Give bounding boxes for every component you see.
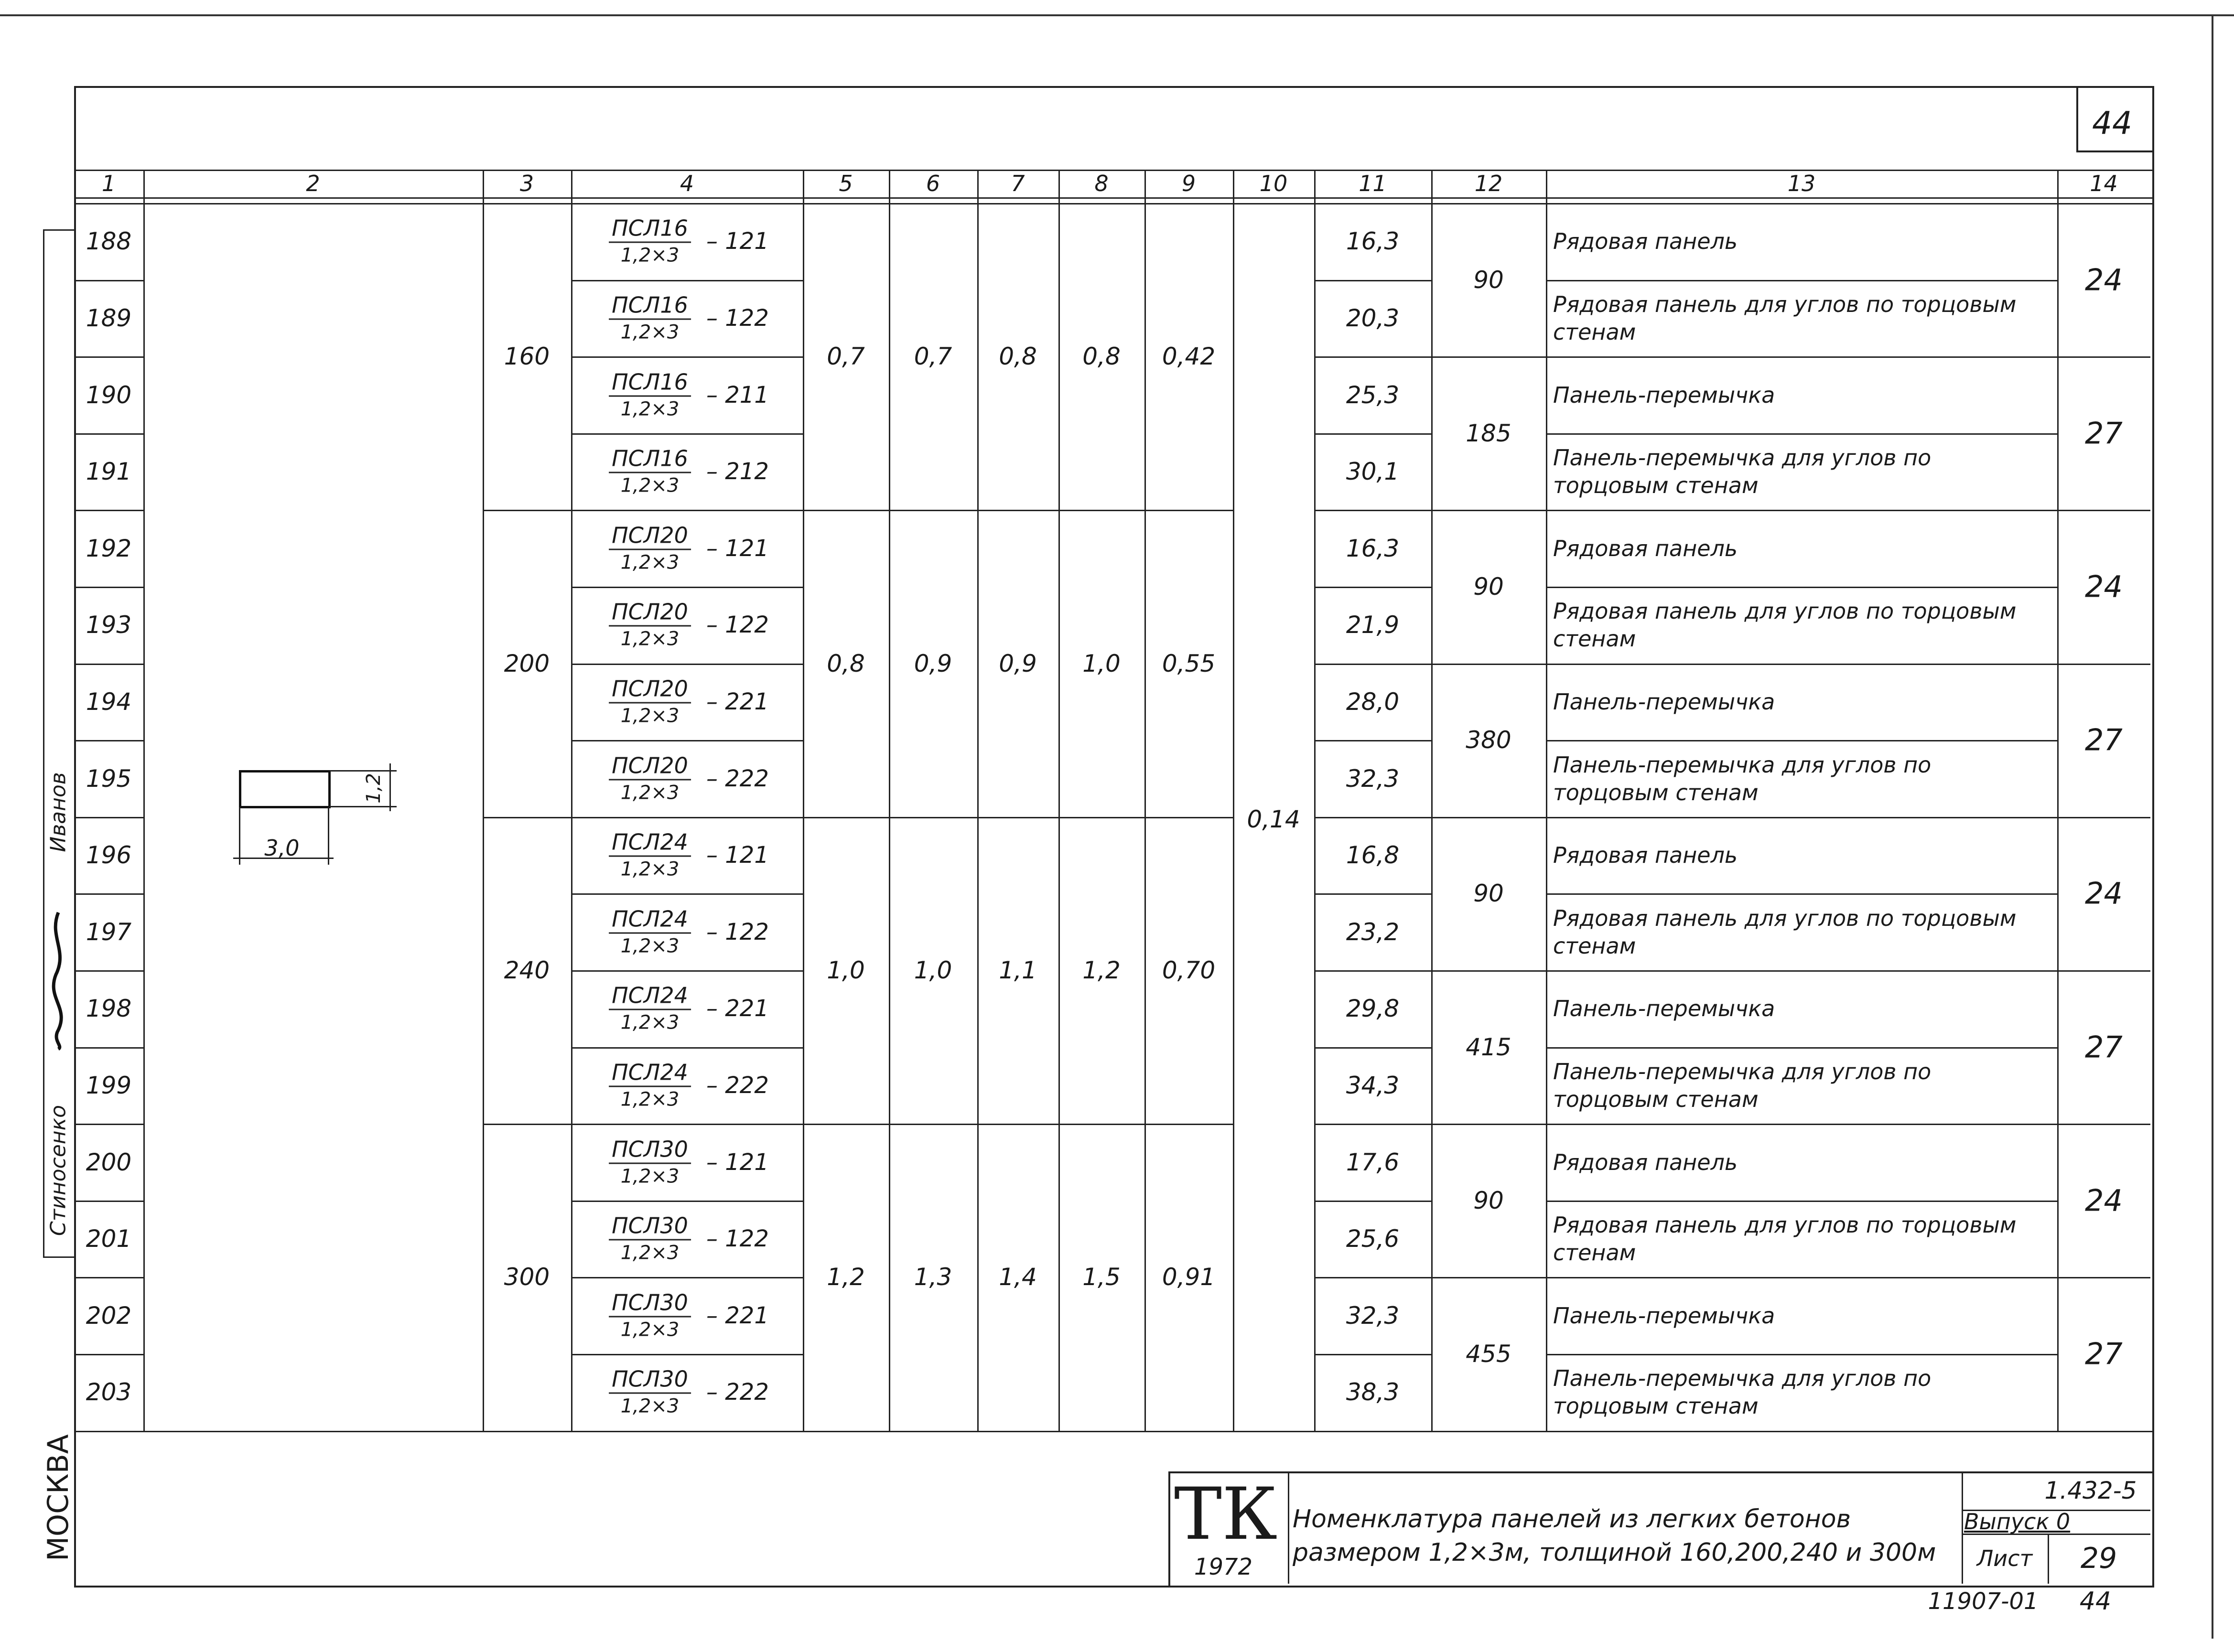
header-bottom-line-2 bbox=[74, 203, 2153, 204]
row-divider bbox=[74, 510, 143, 511]
column-divider bbox=[143, 170, 145, 1431]
panel-mark bbox=[609, 752, 691, 805]
row-divider bbox=[1546, 1354, 2057, 1355]
panel-mark-size: 1,2×3 bbox=[620, 321, 680, 343]
panel-mark-size: 1,2×3 bbox=[620, 935, 680, 957]
column-divider bbox=[1314, 170, 1316, 1431]
header-bottom-line bbox=[74, 197, 2153, 199]
col14-value: 27 bbox=[2085, 416, 2123, 451]
row-divider bbox=[571, 1354, 803, 1355]
thickness-value: 240 bbox=[504, 956, 550, 984]
row-divider bbox=[571, 817, 803, 818]
row-divider bbox=[1314, 740, 1431, 741]
panel-mark-suffix: – 222 bbox=[706, 1072, 769, 1099]
column-header-number: 13 bbox=[1787, 171, 1816, 196]
row-divider bbox=[571, 356, 803, 358]
col11-value: 20,3 bbox=[1346, 304, 1400, 332]
group-divider bbox=[483, 1124, 571, 1125]
row-divider bbox=[74, 356, 143, 358]
group-value-c5: 0,7 bbox=[827, 343, 865, 371]
panel-mark-suffix: – 222 bbox=[706, 1379, 769, 1406]
tk-year: 1972 bbox=[1194, 1554, 1253, 1580]
row-divider bbox=[1546, 510, 2057, 511]
group-value-c5: 1,0 bbox=[827, 956, 865, 984]
row-divider bbox=[1546, 893, 2057, 895]
table-bottom-line bbox=[74, 1431, 2153, 1432]
column-header-number: 7 bbox=[1011, 171, 1025, 196]
col11-value: 34,3 bbox=[1346, 1071, 1400, 1099]
row-divider bbox=[74, 740, 143, 741]
panel-mark-suffix: – 121 bbox=[706, 535, 769, 562]
panel-mark-size: 1,2×3 bbox=[620, 551, 680, 574]
col13-description: Панель-перемычка для углов по торцовым стенам bbox=[1553, 751, 1932, 805]
row-number: 198 bbox=[86, 995, 132, 1023]
panel-mark-size: 1,2×3 bbox=[620, 1319, 680, 1341]
group-value-c6: 1,3 bbox=[914, 1263, 952, 1291]
panel-mark-size: 1,2×3 bbox=[620, 1242, 680, 1264]
column-header-number: 9 bbox=[1181, 171, 1196, 196]
row-divider bbox=[1314, 893, 1431, 895]
pair-divider bbox=[2057, 356, 2150, 358]
side-stamp-name1: Стиносенко bbox=[46, 1105, 71, 1236]
panel-mark bbox=[609, 1136, 691, 1189]
row-divider bbox=[1546, 740, 2057, 741]
col13-description: Панель-перемычка bbox=[1553, 382, 1775, 408]
column-header-number: 3 bbox=[519, 171, 534, 196]
column-divider bbox=[483, 170, 484, 1431]
column-divider bbox=[1058, 170, 1060, 1431]
title-block-logo-divider bbox=[1288, 1471, 1289, 1584]
row-divider bbox=[571, 280, 803, 281]
row-divider bbox=[1314, 970, 1431, 972]
row-divider bbox=[74, 893, 143, 895]
col12-value: 415 bbox=[1466, 1033, 1511, 1061]
height-dim-ext-bottom bbox=[330, 806, 397, 807]
height-dim-label: 1,2 bbox=[363, 773, 385, 804]
col11-value: 16,3 bbox=[1346, 227, 1400, 256]
row-divider bbox=[1314, 664, 1431, 665]
panel-mark bbox=[609, 368, 691, 421]
title-line-1: Номенклатура панелей из легких бетонов bbox=[1293, 1505, 1851, 1534]
col10-value: 0,14 bbox=[1247, 805, 1300, 833]
col11-value: 28,0 bbox=[1346, 687, 1400, 716]
col14-value: 24 bbox=[2085, 1183, 2123, 1218]
corner-sheet-number: 44 bbox=[2092, 105, 2132, 142]
side-strip-bottom bbox=[43, 1256, 74, 1258]
panel-mark-name: ПСЛ24 bbox=[609, 905, 691, 933]
col13-description: Рядовая панель для углов по торцовым стенам bbox=[1553, 598, 2017, 652]
title-block-right-divider bbox=[1962, 1471, 1963, 1584]
panel-mark-suffix: – 121 bbox=[706, 842, 769, 869]
col13-description: Рядовая панель bbox=[1553, 228, 1738, 255]
col13-description: Панель-перемычка для углов по торцовым стенам bbox=[1553, 1058, 1932, 1112]
column-header-number: 14 bbox=[2090, 171, 2118, 196]
row-divider bbox=[74, 433, 143, 435]
col11-value: 32,3 bbox=[1346, 764, 1400, 793]
group-value-c9: 0,70 bbox=[1162, 956, 1216, 984]
row-divider bbox=[74, 1354, 143, 1355]
side-strip-line bbox=[43, 229, 44, 1256]
row-divider bbox=[1546, 1047, 2057, 1049]
row-divider bbox=[1546, 817, 2057, 818]
row-divider bbox=[571, 1124, 803, 1125]
col12-value: 455 bbox=[1466, 1340, 1511, 1368]
panel-mark-name: ПСЛ30 bbox=[609, 1136, 691, 1164]
footer-page: 44 bbox=[2079, 1587, 2112, 1616]
row-number: 202 bbox=[86, 1301, 132, 1330]
pair-divider bbox=[1431, 1277, 1546, 1278]
panel-mark-suffix: – 222 bbox=[706, 765, 769, 792]
panel-mark bbox=[609, 675, 691, 728]
column-header-number: 11 bbox=[1359, 171, 1387, 196]
side-stamp-city: МОСКВА bbox=[42, 1434, 75, 1561]
panel-mark-name: ПСЛ20 bbox=[609, 752, 691, 780]
title-block-sheet-divider bbox=[2048, 1534, 2049, 1584]
column-divider bbox=[1144, 170, 1146, 1431]
row-divider bbox=[571, 970, 803, 972]
pair-divider bbox=[1431, 356, 1546, 358]
column-divider bbox=[1233, 170, 1234, 1431]
col11-value: 17,6 bbox=[1346, 1148, 1400, 1176]
row-number: 191 bbox=[86, 458, 132, 486]
side-strip-top bbox=[43, 229, 74, 231]
col13-description: Рядовая панель bbox=[1553, 842, 1738, 869]
column-header-number: 4 bbox=[680, 171, 694, 196]
group-value-c5: 1,2 bbox=[827, 1263, 865, 1291]
panel-mark-name: ПСЛ20 bbox=[609, 675, 691, 703]
panel-mark-size: 1,2×3 bbox=[620, 1011, 680, 1034]
group-value-c9: 0,55 bbox=[1162, 649, 1216, 677]
column-divider bbox=[803, 170, 804, 1431]
group-divider bbox=[483, 817, 571, 818]
pair-divider bbox=[2057, 510, 2150, 511]
panel-mark-name: ПСЛ16 bbox=[609, 215, 691, 243]
panel-mark-size: 1,2×3 bbox=[620, 1395, 680, 1417]
group-value-c7: 1,1 bbox=[999, 956, 1037, 984]
panel-mark bbox=[609, 905, 691, 958]
row-divider bbox=[1314, 817, 1431, 818]
col11-value: 23,2 bbox=[1346, 918, 1400, 946]
col14-value: 24 bbox=[2085, 262, 2123, 298]
panel-mark-suffix: – 221 bbox=[706, 1302, 769, 1329]
pair-divider bbox=[2057, 664, 2150, 665]
thickness-value: 160 bbox=[504, 343, 550, 371]
row-divider bbox=[1314, 587, 1431, 588]
row-divider bbox=[74, 587, 143, 588]
col13-description: Панель-перемычка bbox=[1553, 996, 1775, 1022]
row-divider bbox=[571, 740, 803, 741]
row-divider bbox=[1546, 280, 2057, 281]
col11-value: 32,3 bbox=[1346, 1301, 1400, 1330]
panel-mark bbox=[609, 1366, 691, 1419]
col14-value: 24 bbox=[2085, 876, 2123, 911]
row-divider bbox=[1546, 1277, 2057, 1278]
panel-mark-suffix: – 122 bbox=[706, 1225, 769, 1253]
row-number: 203 bbox=[86, 1378, 132, 1406]
row-divider bbox=[1314, 280, 1431, 281]
row-divider bbox=[571, 893, 803, 895]
col14-value: 27 bbox=[2085, 1336, 2123, 1372]
panel-mark bbox=[609, 1289, 691, 1342]
group-value-c9: 0,91 bbox=[1162, 1263, 1216, 1291]
sheet-top-edge bbox=[0, 14, 2234, 16]
col13-description: Рядовая панель для углов по торцовым стенам bbox=[1553, 905, 2017, 959]
panel-mark bbox=[609, 291, 691, 344]
panel-rectangle bbox=[239, 770, 331, 808]
group-divider bbox=[803, 510, 1233, 511]
row-divider bbox=[1314, 1201, 1431, 1202]
col12-value: 90 bbox=[1473, 1186, 1504, 1214]
column-header-number: 5 bbox=[839, 171, 853, 196]
column-divider bbox=[1431, 170, 1433, 1431]
panel-mark-suffix: – 121 bbox=[706, 1148, 769, 1176]
col12-value: 380 bbox=[1466, 726, 1511, 754]
width-dim-ext-right bbox=[328, 807, 329, 865]
col12-value: 90 bbox=[1473, 880, 1504, 908]
col11-value: 16,8 bbox=[1346, 841, 1400, 869]
col11-value: 30,1 bbox=[1346, 458, 1400, 486]
row-divider bbox=[1546, 970, 2057, 972]
row-divider bbox=[1314, 1124, 1431, 1125]
row-divider bbox=[1314, 1354, 1431, 1355]
panel-mark-size: 1,2×3 bbox=[620, 705, 680, 727]
col13-description: Панель-перемычка для углов по торцовым стенам bbox=[1553, 1365, 1932, 1419]
panel-mark-name: ПСЛ20 bbox=[609, 522, 691, 550]
thickness-value: 200 bbox=[504, 649, 550, 677]
panel-mark-name: ПСЛ30 bbox=[609, 1289, 691, 1317]
panel-mark-size: 1,2×3 bbox=[620, 1088, 680, 1111]
row-number: 190 bbox=[86, 381, 132, 409]
row-divider bbox=[1546, 664, 2057, 665]
sheet-number: 29 bbox=[2080, 1542, 2117, 1575]
row-divider bbox=[571, 510, 803, 511]
row-divider bbox=[571, 1277, 803, 1278]
pair-divider bbox=[2057, 1124, 2150, 1125]
group-value-c7: 0,8 bbox=[999, 343, 1037, 371]
pair-divider bbox=[2057, 970, 2150, 972]
row-number: 201 bbox=[86, 1225, 132, 1253]
column-header-number: 1 bbox=[101, 171, 116, 196]
footer-code: 11907-01 bbox=[1928, 1588, 2039, 1615]
thickness-value: 300 bbox=[504, 1263, 550, 1291]
row-divider bbox=[1546, 433, 2057, 435]
row-divider bbox=[1314, 1047, 1431, 1049]
panel-mark-suffix: – 221 bbox=[706, 995, 769, 1022]
panel-mark bbox=[609, 1212, 691, 1266]
row-divider bbox=[571, 1201, 803, 1202]
panel-mark-size: 1,2×3 bbox=[620, 474, 680, 497]
col14-value: 24 bbox=[2085, 569, 2123, 604]
height-dim-ext-top bbox=[330, 770, 397, 772]
panel-mark-name: ПСЛ30 bbox=[609, 1212, 691, 1241]
row-divider bbox=[74, 280, 143, 281]
col13-description: Рядовая панель для углов по торцовым стенам bbox=[1553, 1212, 2017, 1266]
panel-mark bbox=[609, 522, 691, 575]
col13-description: Рядовая панель bbox=[1553, 1149, 1738, 1175]
panel-mark bbox=[609, 829, 691, 882]
row-number: 197 bbox=[86, 918, 132, 946]
row-divider bbox=[1314, 510, 1431, 511]
pair-divider bbox=[1431, 664, 1546, 665]
column-divider bbox=[571, 170, 572, 1431]
group-value-c6: 0,7 bbox=[914, 343, 952, 371]
panel-mark-name: ПСЛ24 bbox=[609, 829, 691, 857]
panel-mark-size: 1,2×3 bbox=[620, 1165, 680, 1187]
row-divider bbox=[74, 1047, 143, 1049]
panel-mark bbox=[609, 1059, 691, 1112]
group-divider bbox=[483, 510, 571, 511]
group-value-c7: 1,4 bbox=[999, 1263, 1037, 1291]
side-stamp-name2: Иванов bbox=[46, 772, 71, 852]
panel-mark-size: 1,2×3 bbox=[620, 858, 680, 880]
row-divider bbox=[74, 664, 143, 665]
pair-divider bbox=[1431, 510, 1546, 511]
panel-mark-suffix: – 122 bbox=[706, 611, 769, 639]
col13-description: Рядовая панель bbox=[1553, 535, 1738, 561]
row-divider bbox=[1546, 1124, 2057, 1125]
pair-divider bbox=[1431, 1124, 1546, 1125]
col13-description: Панель-перемычка bbox=[1553, 1302, 1775, 1329]
series-number: 1.432-5 bbox=[2044, 1477, 2137, 1504]
row-divider bbox=[1546, 1201, 2057, 1202]
group-value-c8: 0,8 bbox=[1082, 343, 1121, 371]
group-divider bbox=[803, 1124, 1233, 1125]
panel-mark-suffix: – 212 bbox=[706, 458, 769, 485]
col11-value: 21,9 bbox=[1346, 611, 1400, 639]
group-value-c8: 1,5 bbox=[1082, 1263, 1121, 1291]
row-divider bbox=[1314, 356, 1431, 358]
title-line-2: размером 1,2×3м, толщиной 160,200,240 и 300м bbox=[1293, 1538, 1936, 1567]
pair-divider bbox=[2057, 1277, 2150, 1278]
panel-mark-name: ПСЛ16 bbox=[609, 445, 691, 473]
column-header-number: 10 bbox=[1259, 171, 1288, 196]
col14-value: 27 bbox=[2085, 1030, 2123, 1065]
column-header-number: 12 bbox=[1474, 171, 1503, 196]
pair-divider bbox=[1431, 817, 1546, 818]
col11-value: 25,6 bbox=[1346, 1225, 1400, 1253]
group-value-c6: 1,0 bbox=[914, 956, 952, 984]
row-number: 195 bbox=[86, 764, 132, 793]
col11-value: 29,8 bbox=[1346, 995, 1400, 1023]
panel-mark-size: 1,2×3 bbox=[620, 628, 680, 650]
col12-value: 90 bbox=[1473, 573, 1504, 601]
panel-mark-suffix: – 121 bbox=[706, 228, 769, 255]
panel-mark bbox=[609, 445, 691, 498]
row-divider bbox=[74, 817, 143, 818]
panel-mark-size: 1,2×3 bbox=[620, 244, 680, 267]
group-value-c5: 0,8 bbox=[827, 649, 865, 677]
pair-divider bbox=[1431, 970, 1546, 972]
row-divider bbox=[571, 587, 803, 588]
group-divider bbox=[803, 817, 1233, 818]
row-divider bbox=[74, 1124, 143, 1125]
panel-mark-suffix: – 211 bbox=[706, 381, 769, 408]
row-number: 194 bbox=[86, 687, 132, 716]
row-divider bbox=[74, 970, 143, 972]
col13-description: Панель-перемычка для углов по торцовым стенам bbox=[1553, 445, 1932, 499]
sheet-label: Лист bbox=[1976, 1545, 2033, 1571]
width-dim-ext-left bbox=[239, 807, 240, 865]
row-divider bbox=[571, 664, 803, 665]
group-value-c8: 1,2 bbox=[1082, 956, 1121, 984]
row-number: 188 bbox=[86, 227, 132, 256]
panel-mark-name: ПСЛ16 bbox=[609, 368, 691, 397]
col11-value: 38,3 bbox=[1346, 1378, 1400, 1406]
col12-value: 90 bbox=[1473, 266, 1504, 294]
issue-label: Выпуск 0 bbox=[1964, 1509, 2071, 1534]
panel-mark-suffix: – 122 bbox=[706, 918, 769, 945]
row-number: 196 bbox=[86, 841, 132, 869]
row-divider bbox=[571, 1047, 803, 1049]
row-number: 189 bbox=[86, 304, 132, 332]
panel-mark-size: 1,2×3 bbox=[620, 782, 680, 804]
row-divider bbox=[571, 433, 803, 435]
width-dim-label: 3,0 bbox=[264, 835, 300, 861]
panel-mark bbox=[609, 982, 691, 1035]
panel-mark-name: ПСЛ20 bbox=[609, 599, 691, 627]
row-number: 192 bbox=[86, 534, 132, 562]
col11-value: 16,3 bbox=[1346, 534, 1400, 562]
row-divider bbox=[74, 1201, 143, 1202]
col13-description: Панель-перемычка bbox=[1553, 688, 1775, 715]
sheet-right-edge bbox=[2212, 14, 2213, 1639]
col14-value: 27 bbox=[2085, 722, 2123, 758]
row-number: 199 bbox=[86, 1071, 132, 1099]
row-divider bbox=[1314, 1277, 1431, 1278]
col13-description: Рядовая панель для углов по торцовым стенам bbox=[1553, 291, 2017, 345]
column-divider bbox=[1546, 170, 1547, 1431]
panel-mark-name: ПСЛ24 bbox=[609, 982, 691, 1010]
column-divider bbox=[2057, 170, 2059, 1431]
group-value-c7: 0,9 bbox=[999, 649, 1037, 677]
row-divider bbox=[1546, 356, 2057, 358]
row-number: 200 bbox=[86, 1148, 132, 1176]
group-value-c8: 1,0 bbox=[1082, 649, 1121, 677]
panel-mark-suffix: – 122 bbox=[706, 304, 769, 332]
tk-logo: ТК bbox=[1174, 1473, 1278, 1556]
pair-divider bbox=[2057, 817, 2150, 818]
panel-mark-suffix: – 221 bbox=[706, 688, 769, 715]
panel-mark bbox=[609, 215, 691, 268]
panel-mark bbox=[609, 599, 691, 652]
panel-mark-name: ПСЛ24 bbox=[609, 1059, 691, 1087]
group-value-c6: 0,9 bbox=[914, 649, 952, 677]
row-divider bbox=[74, 1277, 143, 1278]
side-stamp-signature bbox=[44, 908, 73, 1051]
column-header-number: 6 bbox=[926, 171, 940, 196]
column-divider bbox=[889, 170, 890, 1431]
col12-value: 185 bbox=[1466, 419, 1511, 447]
panel-mark-name: ПСЛ16 bbox=[609, 291, 691, 320]
panel-mark-size: 1,2×3 bbox=[620, 398, 680, 420]
col11-value: 25,3 bbox=[1346, 381, 1400, 409]
row-number: 193 bbox=[86, 611, 132, 639]
column-header-number: 8 bbox=[1094, 171, 1109, 196]
panel-mark-name: ПСЛ30 bbox=[609, 1366, 691, 1394]
column-divider bbox=[977, 170, 979, 1431]
group-value-c9: 0,42 bbox=[1162, 343, 1216, 371]
row-divider bbox=[1546, 587, 2057, 588]
row-divider bbox=[1314, 433, 1431, 435]
header-top-line bbox=[74, 170, 2153, 171]
column-header-number: 2 bbox=[306, 171, 320, 196]
